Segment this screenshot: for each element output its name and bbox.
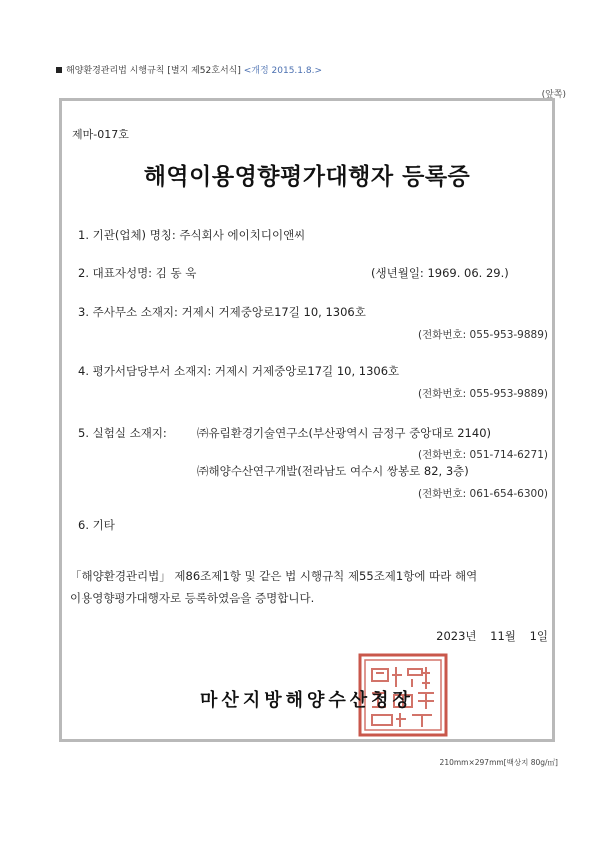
law-reference: 해양환경관리법 시행규칙 [별지 제52호서식] [66,66,241,76]
item-main-office: 3. 주사무소 소재지: 거제시 거제중앙로17길 10, 1306호 [78,305,366,319]
certificate-title: 해역이용영향평가대행자 등록증 [143,164,471,190]
issue-date: 2023년 11월 1일 [436,629,548,643]
form-header [56,63,322,76]
laboratory-2: ㈜해양수산연구개발(전라남도 여수시 쌍봉로 82, 3층) [197,464,469,478]
laboratory-1: ㈜유림환경기술연구소(부산광역시 금정구 중앙대로 2140) [197,426,491,440]
representative-birthdate: (생년월일: 1969. 06. 29.) [371,266,509,280]
square-bullet-icon [56,67,62,73]
laboratory-1-phone: (전화번호: 051-714-6271) [417,449,548,461]
main-office-phone: (전화번호: 055-953-9889) [417,329,548,341]
statement-line-1: 「해양환경관리법」 제86조제1항 및 같은 법 시행규칙 제55조제1항에 따라 해역 [70,569,478,583]
item-organization-name: 1. 기관(업체) 명칭: 주식회사 에이치디이앤씨 [78,228,306,242]
item-assessment-department: 4. 평가서담당부서 소재지: 거제시 거제중앙로17길 10, 1306호 [78,364,400,378]
item-representative: 2. 대표자성명: 김 동 욱 [78,266,197,280]
laboratory-2-phone: (전화번호: 061-654-6300) [417,488,548,500]
item-laboratory-label: 5. 실험실 소재지: [78,426,167,440]
paper-specification: 210mm×297mm[백상지 80g/㎡] [439,758,558,767]
statement-line-2: 이용영향평가대행자로 등록하였음을 증명합니다. [70,591,315,605]
serial-number: 제마-017호 [72,128,129,141]
side-label: (앞쪽) [541,90,566,100]
certificate-frame [59,98,555,742]
issuing-authority: 마산지방해양수산청장 [200,690,414,711]
department-phone: (전화번호: 055-953-9889) [417,388,548,400]
revision-note: <개정 2015.1.8.> [243,66,323,76]
item-other: 6. 기타 [78,518,115,532]
